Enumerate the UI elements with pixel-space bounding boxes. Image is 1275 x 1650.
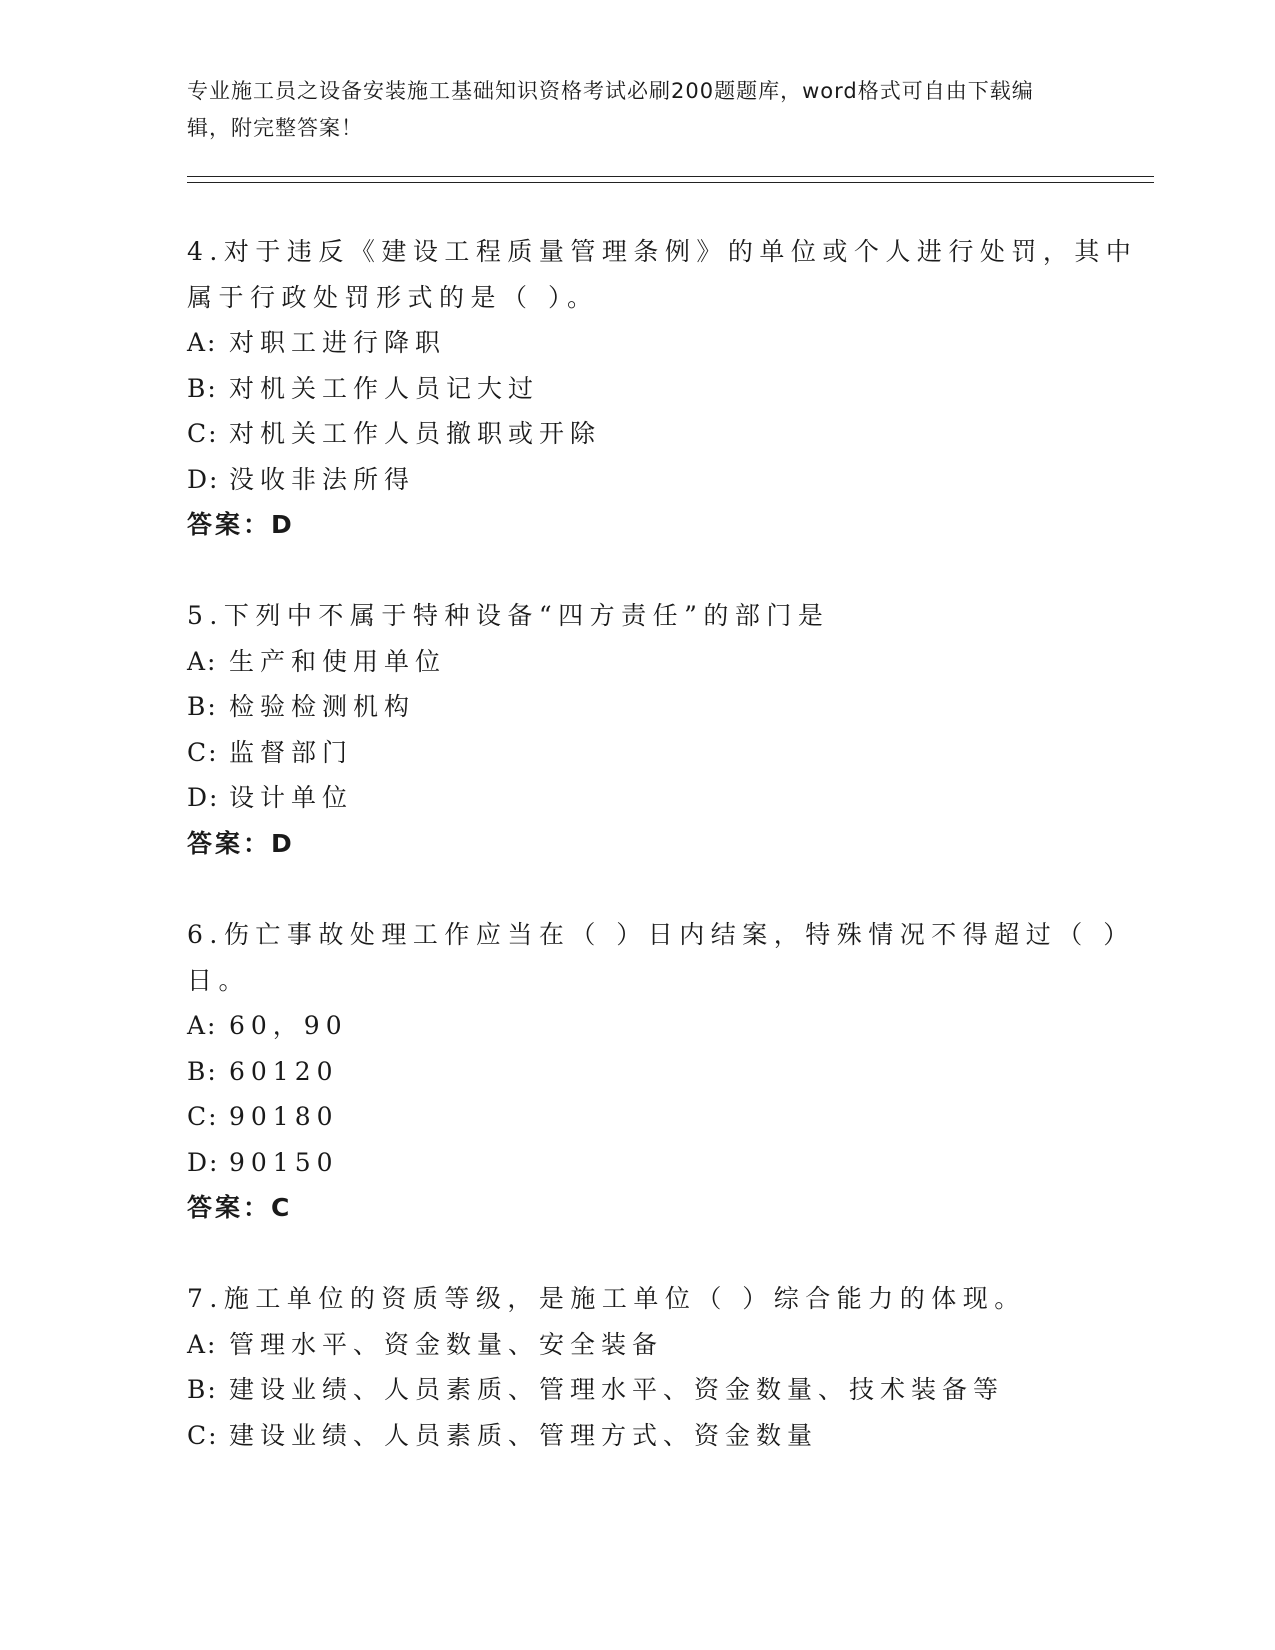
option-key: B: (187, 373, 218, 403)
option-text: 管理水平、资金数量、安全装备 (229, 1329, 664, 1359)
option-text: 对机关工作人员撤职或开除 (229, 419, 602, 448)
option-key: A: (187, 328, 218, 357)
question-6 (187, 912, 1135, 1231)
option-b (187, 1049, 1087, 1095)
option-key: A: (187, 1011, 218, 1040)
option-c (187, 1413, 1087, 1459)
option-key: C: (187, 1420, 219, 1450)
question-text: 日。 (187, 965, 251, 995)
question-7 (187, 1276, 1087, 1458)
question-text: 5.下列中不属于特种设备“四方责任”的部门是 (187, 601, 830, 630)
option-key: B: (187, 1056, 218, 1086)
option-text: 监督部门 (229, 737, 354, 767)
option-key: A: (187, 646, 218, 676)
option-text: 对机关工作人员记大过 (229, 373, 540, 403)
option-text: 90150 (229, 1147, 339, 1177)
question-text: 7.施工单位的资质等级，是施工单位（ ）综合能力的体现。 (187, 1284, 1026, 1313)
option-text: 生产和使用单位 (229, 646, 447, 676)
question-text: 4.对于违反《建设工程质量管理条例》的单位或个人进行处罚，其中 (187, 237, 1138, 266)
question-4 (187, 229, 1138, 548)
option-text: 90180 (229, 1102, 339, 1131)
question-text: 6.伤亡事故处理工作应当在（ ）日内结案，特殊情况不得超过（ ） (187, 920, 1135, 949)
question-5 (187, 593, 1087, 866)
option-key: B: (187, 692, 218, 721)
option-text: 60，90 (229, 1011, 348, 1040)
option-b (187, 684, 1087, 730)
option-key: C: (187, 737, 219, 767)
header-divider-bottom (187, 182, 1154, 183)
option-text: 建设业绩、人员素质、管理方式、资金数量 (229, 1420, 819, 1450)
option-a (187, 639, 1087, 685)
option-d (187, 775, 1087, 821)
option-d (187, 457, 1087, 503)
option-a (187, 1003, 1087, 1049)
answer-label: 答案：D (187, 828, 295, 858)
option-key: D: (187, 1147, 220, 1177)
option-text: 检验检测机构 (229, 692, 416, 721)
option-c (187, 411, 1087, 457)
answer-label: 答案：D (187, 510, 295, 539)
option-key: C: (187, 1102, 219, 1131)
option-key: B: (187, 1375, 218, 1404)
option-c (187, 1094, 1087, 1140)
option-text: 没收非法所得 (229, 464, 416, 494)
option-b (187, 366, 1087, 412)
option-key: D: (187, 783, 220, 812)
option-text: 建设业绩、人员素质、管理水平、资金数量、技术装备等 (229, 1375, 1005, 1404)
document-header: 专业施工员之设备安装施工基础知识资格考试必刷200题题库，word格式可自由下载编辑，附完整答案！ (187, 79, 1034, 140)
answer-label: 答案：C (187, 1193, 293, 1222)
option-key: A: (187, 1329, 218, 1359)
question-text: 属于行政处罚形式的是（ ）。 (187, 282, 599, 312)
option-key: C: (187, 419, 219, 448)
option-b (187, 1367, 1087, 1413)
option-d (187, 1140, 1087, 1186)
option-c (187, 730, 1087, 776)
option-a (187, 320, 1087, 366)
option-key: D: (187, 464, 220, 494)
option-text: 对职工进行降职 (229, 328, 447, 357)
option-a (187, 1322, 1087, 1368)
header-divider-top (187, 176, 1154, 177)
option-text: 设计单位 (229, 783, 354, 812)
option-text: 60120 (229, 1056, 339, 1086)
